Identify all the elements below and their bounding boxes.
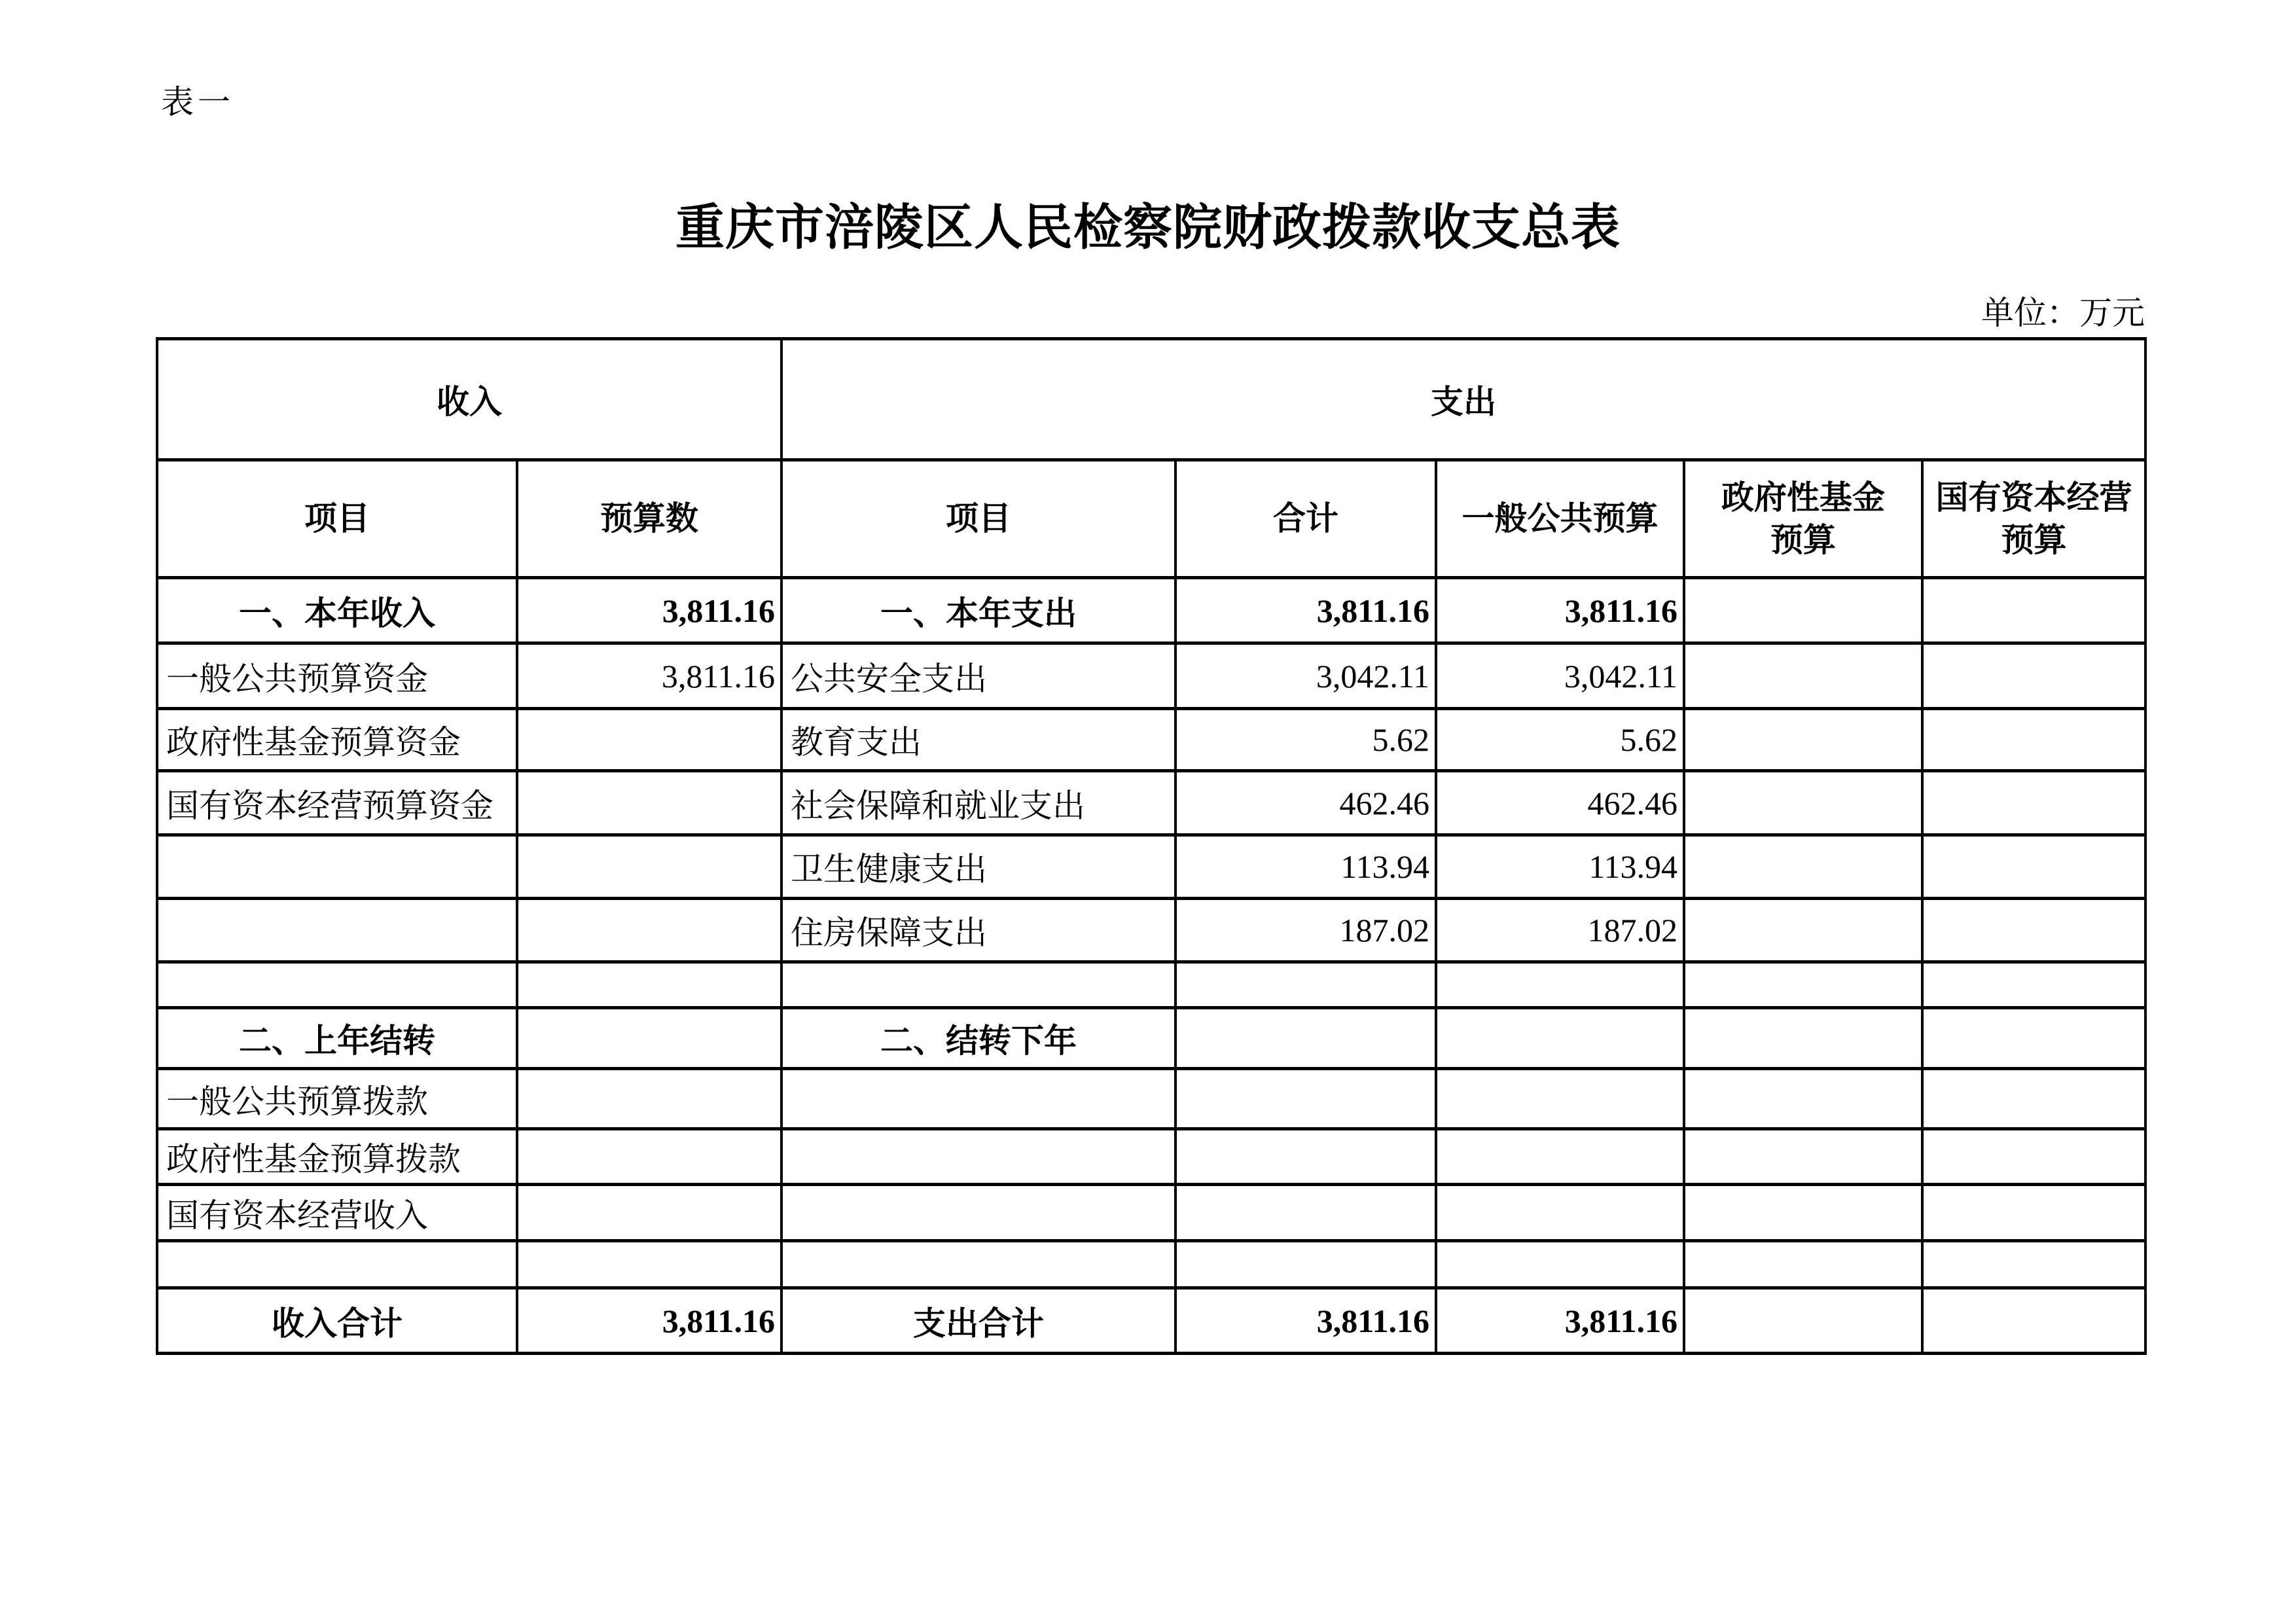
- cell-exp-general: [1436, 1241, 1684, 1288]
- col-header-exp-fund-line2: 预算: [1770, 521, 1836, 558]
- cell-exp-general: 3,811.16: [1436, 578, 1684, 643]
- cell-exp-general: [1436, 1185, 1684, 1241]
- cell-exp-total: 3,811.16: [1175, 578, 1436, 643]
- cell-income-budget: [517, 1185, 781, 1241]
- cell-exp-item: 住房保障支出: [781, 899, 1175, 962]
- table-row: [157, 709, 2145, 771]
- cell-exp-general: [1436, 1069, 1684, 1129]
- cell-income-item: 政府性基金预算资金: [157, 709, 517, 771]
- cell-exp-capital: [1922, 899, 2145, 962]
- cell-exp-total: 3,811.16: [1175, 1288, 1436, 1354]
- table-row: [157, 1069, 2145, 1129]
- cell-exp-capital: [1922, 835, 2145, 899]
- table-row: [157, 1008, 2145, 1069]
- cell-exp-fund: [1684, 1008, 1922, 1069]
- spacer-row: [157, 1241, 2145, 1288]
- col-header-exp-fund: [1684, 460, 1922, 578]
- cell-income-budget: [517, 1069, 781, 1129]
- cell-exp-total: [1175, 1069, 1436, 1129]
- cell-exp-fund: [1684, 578, 1922, 643]
- cell-exp-general: 3,042.11: [1436, 643, 1684, 709]
- cell-exp-capital: [1922, 962, 2145, 1008]
- table-row: [157, 578, 2145, 643]
- cell-exp-general: [1436, 1008, 1684, 1069]
- cell-income-budget: [517, 835, 781, 899]
- cell-income-item: 国有资本经营预算资金: [157, 771, 517, 835]
- table-row: [157, 899, 2145, 962]
- table-row: [157, 1288, 2145, 1354]
- cell-exp-item: 一、本年支出: [781, 578, 1175, 643]
- cell-exp-item: [781, 1129, 1175, 1185]
- col-header-exp-item: 项目: [781, 460, 1175, 578]
- cell-exp-item: 教育支出: [781, 709, 1175, 771]
- cell-exp-capital: [1922, 1241, 2145, 1288]
- cell-exp-total: 5.62: [1175, 709, 1436, 771]
- cell-exp-item: [781, 962, 1175, 1008]
- cell-exp-total: [1175, 1129, 1436, 1185]
- cell-income-item: 收入合计: [157, 1288, 517, 1354]
- cell-income-item: [157, 899, 517, 962]
- cell-income-item: [157, 1241, 517, 1288]
- cell-income-budget: 3,811.16: [517, 578, 781, 643]
- cell-income-budget: 3,811.16: [517, 643, 781, 709]
- cell-exp-item: [781, 1069, 1175, 1129]
- cell-income-budget: [517, 709, 781, 771]
- cell-exp-general: [1436, 962, 1684, 1008]
- cell-exp-general: 113.94: [1436, 835, 1684, 899]
- cell-income-budget: 3,811.16: [517, 1288, 781, 1354]
- cell-income-item: 国有资本经营收入: [157, 1185, 517, 1241]
- cell-income-budget: [517, 899, 781, 962]
- cell-exp-total: [1175, 962, 1436, 1008]
- cell-exp-item: [781, 1185, 1175, 1241]
- cell-exp-total: [1175, 1185, 1436, 1241]
- cell-income-item: 一般公共预算拨款: [157, 1069, 517, 1129]
- table-row: [157, 1185, 2145, 1241]
- cell-exp-capital: [1922, 1069, 2145, 1129]
- income-group-header: 收入: [157, 339, 781, 460]
- col-header-exp-capital-line1: 国有资本经营: [1935, 478, 2132, 516]
- cell-exp-fund: [1684, 1129, 1922, 1185]
- cell-exp-item: 支出合计: [781, 1288, 1175, 1354]
- cell-income-item: 二、上年结转: [157, 1008, 517, 1069]
- table-row: [157, 643, 2145, 709]
- cell-income-budget: [517, 1129, 781, 1185]
- cell-income-budget: [517, 962, 781, 1008]
- cell-exp-item: 公共安全支出: [781, 643, 1175, 709]
- cell-exp-fund: [1684, 899, 1922, 962]
- cell-exp-capital: [1922, 709, 2145, 771]
- col-header-income-item: 项目: [157, 460, 517, 578]
- cell-exp-fund: [1684, 962, 1922, 1008]
- cell-exp-capital: [1922, 643, 2145, 709]
- cell-income-item: 政府性基金预算拨款: [157, 1129, 517, 1185]
- cell-exp-item: 卫生健康支出: [781, 835, 1175, 899]
- cell-exp-capital: [1922, 1008, 2145, 1069]
- cell-exp-item: 二、结转下年: [781, 1008, 1175, 1069]
- col-header-exp-general: 一般公共预算: [1436, 460, 1684, 578]
- cell-income-item: 一般公共预算资金: [157, 643, 517, 709]
- table-row: [157, 835, 2145, 899]
- cell-exp-fund: [1684, 1069, 1922, 1129]
- cell-income-budget: [517, 1241, 781, 1288]
- cell-income-item: [157, 962, 517, 1008]
- cell-exp-capital: [1922, 1288, 2145, 1354]
- cell-income-item: [157, 835, 517, 899]
- cell-exp-capital: [1922, 578, 2145, 643]
- col-header-exp-fund-line1: 政府性基金: [1721, 478, 1885, 516]
- expenditure-group-header: 支出: [781, 339, 2145, 460]
- cell-exp-fund: [1684, 1288, 1922, 1354]
- table-row: [157, 1129, 2145, 1185]
- cell-exp-capital: [1922, 1185, 2145, 1241]
- cell-income-item: 一、本年收入: [157, 578, 517, 643]
- cell-exp-total: 3,042.11: [1175, 643, 1436, 709]
- col-header-income-budget: 预算数: [517, 460, 781, 578]
- cell-exp-general: 3,811.16: [1436, 1288, 1684, 1354]
- cell-exp-fund: [1684, 709, 1922, 771]
- cell-exp-general: 187.02: [1436, 899, 1684, 962]
- unit-note: 单位：万元: [1981, 295, 2145, 331]
- cell-exp-capital: [1922, 1129, 2145, 1185]
- cell-exp-item: 社会保障和就业支出: [781, 771, 1175, 835]
- spacer-row: [157, 962, 2145, 1008]
- col-header-exp-total: 合计: [1175, 460, 1436, 578]
- cell-exp-total: 187.02: [1175, 899, 1436, 962]
- col-header-exp-capital: [1922, 460, 2145, 578]
- cell-exp-total: [1175, 1241, 1436, 1288]
- cell-exp-total: 113.94: [1175, 835, 1436, 899]
- table-row: [157, 771, 2145, 835]
- cell-exp-general: 462.46: [1436, 771, 1684, 835]
- cell-exp-fund: [1684, 1241, 1922, 1288]
- form-number-label: 表一: [161, 84, 234, 120]
- cell-income-budget: [517, 771, 781, 835]
- cell-exp-item: [781, 1241, 1175, 1288]
- cell-exp-total: [1175, 1008, 1436, 1069]
- cell-exp-total: 462.46: [1175, 771, 1436, 835]
- cell-exp-general: 5.62: [1436, 709, 1684, 771]
- cell-income-budget: [517, 1008, 781, 1069]
- cell-exp-capital: [1922, 771, 2145, 835]
- cell-exp-fund: [1684, 835, 1922, 899]
- cell-exp-fund: [1684, 643, 1922, 709]
- cell-exp-fund: [1684, 1185, 1922, 1241]
- col-header-exp-capital-line2: 预算: [2001, 521, 2067, 558]
- cell-exp-general: [1436, 1129, 1684, 1185]
- budget-table: [156, 337, 2147, 1355]
- page-title: 重庆市涪陵区人民检察院财政拨款收支总表: [675, 201, 1621, 255]
- column-header-row: [157, 460, 2145, 578]
- cell-exp-fund: [1684, 771, 1922, 835]
- group-header-row: [157, 339, 2145, 460]
